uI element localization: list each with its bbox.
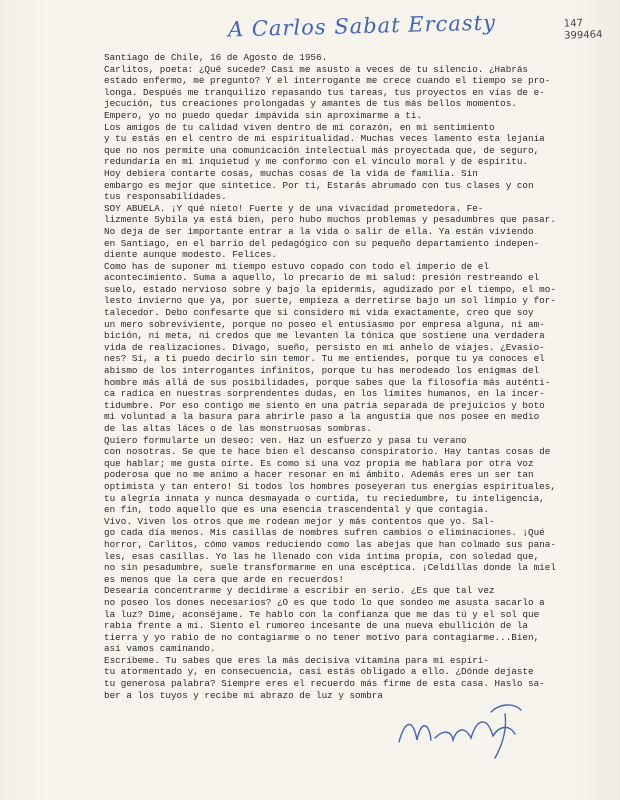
archive-code: 399464 [564, 29, 603, 42]
archive-reference [564, 17, 603, 42]
paragraph-6: Vivo. Viven los otros que me rodean mejor y más contentos que yo. Sal- go cada día menos. Mis casillas de nombres sufren cambios o eliminaciones. ¡Qué horror, Carlitos, cómo vamos reduciendo como las abejas que han colmado sus pana- les, esas casillas. Yo las he llenado con vida íntima propia, con soledad que, no sin pesadumbre, suele transformarme en una escéptica. ¡Celdillas donde la miel es menos que la cera que arde en recuerdos! [104, 515, 556, 585]
archive-number: 147 [563, 18, 584, 30]
handwritten-recipient-note: A Carlos Sabat Ercasty [227, 10, 497, 42]
paragraph-8: Escríbeme. Tu sabes que eres la más decisiva vitamina para mi espíri- tu atormentado y, en consecuencia, casi estás obligado a ello. ¿Dónde dejaste tu generosa palabra? Siempre eres el recuerdo más firme de esta casa. Haslo sa- ber a los tuyos y recibe mi abrazo de luz y sombra [104, 654, 545, 701]
paragraph-2: Los amigos de tu calidad viven dentro de mi corazón, en mi sentimiento y tu estás en el centro de mi espiritualidad. Muchas veces lamento esta lejanía que no nos permite una comunicación intelectual más proyectada que, de seguro, redundaría en mi inquietud y me conformo con el vínculo moral y de espíritu. Hoy debiera contarte cosas, muchas cosas de la vida de familia. Sin embargo es mejor que sintetice. Por ti, Estarás abrumado con tus clases y con tus responsabilidades. [104, 121, 545, 203]
paragraph-1: Carlitos, poeta: ¿Qué sucede? Casi me asusto a veces de tu silencio. ¿Habrás estado enfermo, me pregunto? Y el interrogante me crece cuando el tiempo se pro- longa. Después me tranquilizo repasando tus tareas, tus proyectos en vías de e- jecución, tus creaciones prolongadas y amantes de tus más bellos momentos. Empero, yo no puedo quedar impávida sin aproximarme a ti. [104, 63, 551, 121]
paragraph-3: SOY ABUELA. ¡Y qué nieto! Fuerte y de una vivacidad prometedora. Fe- lizmente Sybila ya está bien, pero hubo muchos problemas y pesadumbres que pasar. No deja de ser importante entrar a la vida o salir de ella. Ya están viviendo en Santiago, en el barrio del pedagógico con su pequeño departamiento indepen- diente aunque modesto. Felices. [104, 202, 556, 261]
paragraph-7: Desearía concentrarme y decidirme a escribir en serio. ¿Es que tal vez no poseo los dones necesarios? ¿O es que todo lo que sondeo me asusta sacarlo a la luz? Dime, aconséjame. Te hablo con la confianza que me das tú y el sol que rabia frente a mí. Siento el rumoreo incesante de una nueva ebullición de la tierra y yo rabio de no contagiarme o no tener motivo para contagiarme...Bien, así vamos caminando. [104, 585, 545, 655]
letter-body [104, 52, 604, 701]
paragraph-4: Como has de suponer mi tiempo estuvo copado con todo el imperio de el acontecimiento. Suma a aquello, lo precario de mi salud: presión restreando el suelo, estado nervioso sobre y bajo la epidermis, agudizado por el tiempo, el mo- lesto invierno que ya, por suerte, empieza a derretirse bajo un sol limpio y for- talecedor. Debo confesarte que si considero mi vida exactamente, creo que soy un mero sobreviviente, porque no poseo el entusiasmo por empresa alguna, ni am- bición, ni meta, ni credos que me levanten la tónica que sostiene una verdadera vida de realizaciones. Divago, sueño, persisto en mi anhelo de viajes. ¿Evasio- nes? Sí, a ti puedo decirlo sin temor. Tu me entiendes, porque tu ya conoces el abismo de los interrogantes infinitos, porque tu has merodeado los enigmas del hombre más allá de sus posibilidades, porque sabes que la filosofía más auténti- ca radica en nuestras sorprendentes dudas, en los límites humanos, en la incer- tidumbre. Por eso contigo me siento en una patria separada de prejuicios y boto mi voluntad a la basura para abrirle paso a la angustia que nos posee en medio de las altas láces o de las monstruosas sombras. [104, 260, 556, 434]
handwritten-signature [395, 700, 535, 760]
paragraph-5: Quiero formularte un deseo: ven. Haz un esfuerzo y pasa tu verano con nosotras. Se que te hace bien el descanso conspiratorio. Hay tantas cosas de que hablar; me gusta oírte. Es como si una voz propia me hablara por otra voz poderosa que no me animo a hacer resonar en mi ámbito. Además eres un ser tan optimista y tan entero! Si todos los hombres poseyeran tus energías espirituales, tu alegría innata y nunca desmayada o curtida, tu reciedumbre, tu inteligencia, en fin, todo aquello que es una esencia trascendental y que contagia. [104, 434, 556, 516]
date-line: Santiago de Chile, 16 de Agosto de 1956. [104, 52, 328, 63]
